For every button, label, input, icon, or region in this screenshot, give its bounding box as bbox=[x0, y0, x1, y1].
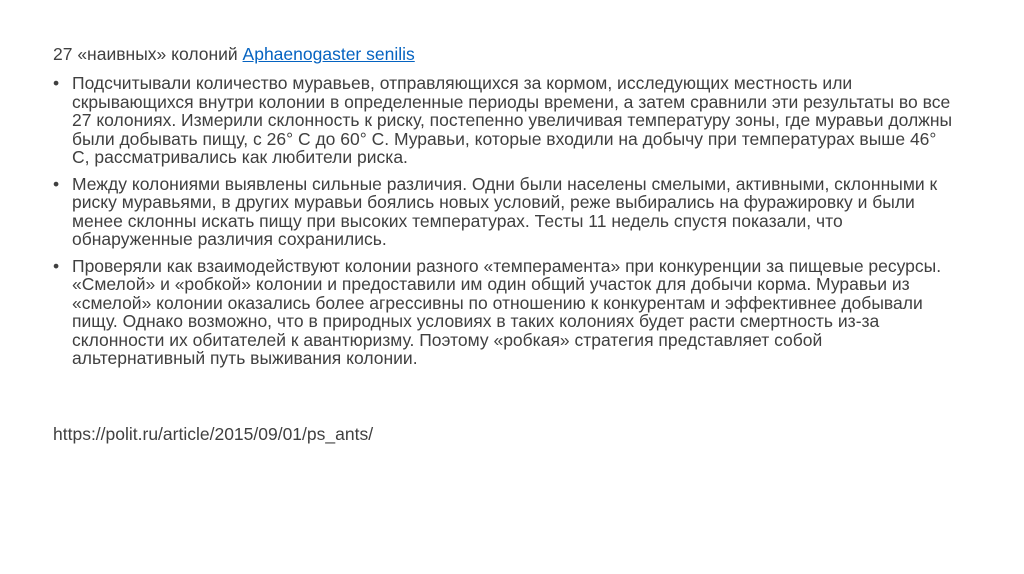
bullet-item-differences bbox=[53, 175, 953, 249]
bullet-marker: • bbox=[53, 173, 60, 194]
slide-heading bbox=[53, 44, 953, 64]
bullet-text: Между колониями выявлены сильные различия. Одни были населены смелыми, активными, склонными к риску муравьями, в других муравьи боялись новых условий, реже выбирались на фуражировку и были менее склонны искать пищу при высоких температурах. Тесты 11 недель спустя показали, что обнаруженные различия сохранились. bbox=[72, 173, 938, 249]
bullet-marker: • bbox=[53, 255, 60, 276]
slide-content bbox=[53, 44, 953, 376]
bullet-marker: • bbox=[53, 73, 60, 93]
bullet-item-counting bbox=[53, 74, 953, 167]
bullet-text: Проверяли как взаимодействуют колонии разного «темперамента» при конкуренции за пищевые ресурсы. «Смелой» и «робкой» колонии и предоставили им один общий участок для добычи корма. Муравьи из «смелой» колонии оказались более агрессивны по отношению к конкурентам и эффективнее добывали пищу. Однако возможно, что в природных условиях в таких колониях будет расти смертность из-за склонности их обитателей к авантюризму. Поэтому «робкая» стратегия представляет собой альтернативный путь выживания колонии. bbox=[72, 255, 942, 368]
source-url: https://polit.ru/article/2015/09/01/ps_ants/ bbox=[53, 424, 374, 444]
species-link[interactable]: Aphaenogaster senilis bbox=[242, 44, 415, 64]
bullet-list bbox=[53, 74, 953, 368]
bullet-item-competition bbox=[53, 257, 953, 368]
bullet-text: Подсчитывали количество муравьев, отправляющихся за кормом, исследующих местность или скрывающихся внутри колонии в определенные периоды времени, а затем сравнили эти результаты во все 27 колониях. Измерили склонность к риску, постепенно увеличивая температуру зоны, где муравьи должны были добывать пищу, с 26° С до 60° С. Муравьи, которые входили на добычу при температурах выше 46° С, рассматривались как любители риска. bbox=[72, 73, 953, 167]
heading-prefix: 27 «наивных» колоний bbox=[53, 44, 243, 64]
